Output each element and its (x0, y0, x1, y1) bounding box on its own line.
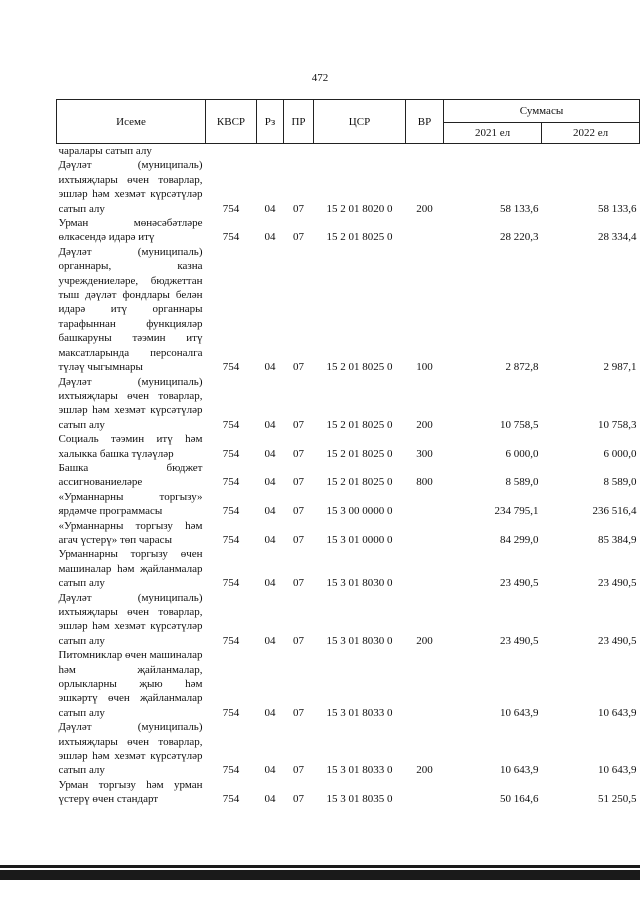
cell-pr: 07 (293, 418, 304, 431)
cell-name: Питомниклар өчен машиналар һәм җайланмалар, орлыкларны җыю һәм эшкәртү өчен җайланмалар сатып алу (58, 649, 203, 719)
cell-pr: 07 (293, 793, 304, 806)
cell-vr: 200 (416, 634, 433, 647)
cell-kvsr: 754 (222, 764, 240, 777)
cell-2021: 23 490,5 (500, 634, 539, 647)
cell-vr: 200 (416, 764, 433, 777)
table-row (57, 375, 640, 433)
cell-kvsr: 754 (222, 202, 240, 215)
cell-2022: 10 643,9 (598, 706, 637, 719)
table-row (57, 432, 640, 461)
cell-2021: 234 795,1 (494, 505, 539, 518)
cell-2021: 84 299,0 (500, 533, 539, 546)
cell-rz: 04 (264, 418, 276, 431)
cell-pr: 07 (293, 706, 304, 719)
cell-csr: 15 2 01 8025 0 (326, 447, 393, 460)
cell-vr (406, 490, 444, 519)
header-sums: Суммасы (444, 100, 640, 123)
table-row (57, 158, 640, 216)
cell-2021 (444, 144, 542, 159)
cell-name: «Урманнарны торгызу һәм агач үстерү» төп чарасы (58, 519, 203, 546)
cell-rz: 04 (264, 505, 276, 518)
cell-2021: 10 643,9 (500, 764, 539, 777)
cell-vr: 200 (416, 202, 433, 215)
cell-csr: 15 2 01 8025 0 (326, 476, 393, 489)
table-row (57, 144, 640, 159)
cell-vr: 800 (416, 476, 433, 489)
table-row (57, 490, 640, 519)
cell-name: Дәүләт (муниципаль) ихтыяҗлары өчен товарлар, эшләр һәм хезмәт күрсәтүләр сатып алу (58, 721, 203, 777)
cell-kvsr: 754 (222, 577, 240, 590)
cell-vr: 300 (416, 447, 433, 460)
cell-2021: 10 643,9 (500, 706, 539, 719)
cell-kvsr: 754 (222, 706, 240, 719)
cell-rz: 04 (264, 447, 276, 460)
cell-csr: 15 3 01 0000 0 (326, 533, 393, 546)
table-row (57, 720, 640, 778)
cell-pr: 07 (293, 476, 304, 489)
bottom-border-line (0, 868, 640, 870)
cell-pr: 07 (293, 361, 304, 374)
cell-csr: 15 3 01 8033 0 (326, 764, 393, 777)
budget-table (56, 99, 640, 807)
cell-2021: 2 872,8 (505, 361, 539, 374)
cell-2022: 58 133,6 (598, 202, 637, 215)
cell-2021: 28 220,3 (500, 231, 539, 244)
cell-rz: 04 (264, 764, 276, 777)
table-row (57, 547, 640, 590)
table-row (57, 519, 640, 548)
cell-name: «Урманнарны торгызу» ярдәмче программасы (58, 490, 203, 518)
cell-rz: 04 (264, 361, 276, 374)
cell-rz: 04 (264, 533, 276, 546)
cell-2022: 85 384,9 (598, 533, 637, 546)
cell-pr: 07 (293, 505, 304, 518)
cell-2022: 10 758,3 (598, 418, 637, 431)
cell-2021: 23 490,5 (500, 577, 539, 590)
cell-vr (406, 778, 444, 807)
cell-kvsr: 754 (222, 231, 240, 244)
cell-vr (406, 144, 444, 159)
header-pr: ПР (284, 100, 314, 144)
cell-pr: 07 (293, 764, 304, 777)
cell-name: Дәүләт (муниципаль) ихтыяҗлары өчен товарлар, эшләр һәм хезмәт күрсәтүләр сатып алу (58, 159, 203, 215)
cell-name: Дәүләт (муниципаль) ихтыяҗлары өчен товарлар, эшләр һәм хезмәт күрсәтүләр сатып алу (58, 591, 203, 647)
cell-name: Дәүләт (муниципаль) органнары, казна учреждениеләре, бюджеттан тыш дәүләт фондлары белән идарә итү органнары тарафыннан функцияләр башкаруны тәэмин итү максатларында персоналга түләү чыгымнары (58, 245, 203, 374)
header-rz: Рз (257, 100, 284, 144)
header-year-2021: 2021 ел (444, 123, 542, 144)
cell-rz: 04 (264, 634, 276, 647)
cell-pr: 07 (293, 634, 304, 647)
header-kvsr: КВСР (206, 100, 257, 144)
cell-2021: 58 133,6 (500, 202, 539, 215)
cell-2022: 6 000,0 (603, 447, 637, 460)
cell-name: Башка бюджет ассигнованиеләре (58, 461, 203, 489)
table-row (57, 461, 640, 490)
cell-kvsr: 754 (222, 533, 240, 546)
cell-rz: 04 (264, 793, 276, 806)
header-year-2022: 2022 ел (542, 123, 640, 144)
cell-kvsr: 754 (222, 505, 240, 518)
cell-csr: 15 2 01 8025 0 (326, 361, 393, 374)
cell-rz (257, 144, 284, 159)
cell-vr (406, 519, 444, 548)
cell-2022: 10 643,9 (598, 764, 637, 777)
cell-2022: 23 490,5 (598, 634, 637, 647)
cell-rz: 04 (264, 231, 276, 244)
cell-pr: 07 (293, 231, 304, 244)
cell-2021: 6 000,0 (505, 447, 539, 460)
cell-2022: 8 589,0 (603, 476, 637, 489)
cell-2021: 50 164,6 (500, 793, 539, 806)
cell-kvsr: 754 (222, 634, 240, 647)
cell-2022: 2 987,1 (603, 361, 637, 374)
cell-vr: 200 (416, 418, 433, 431)
cell-2021: 10 758,5 (500, 418, 539, 431)
cell-csr: 15 3 01 8030 0 (326, 577, 393, 590)
cell-kvsr (206, 144, 257, 159)
table-row (57, 216, 640, 245)
cell-2022: 236 516,4 (592, 505, 637, 518)
table-row (57, 648, 640, 720)
cell-rz: 04 (264, 706, 276, 719)
cell-name: Урман торгызу һәм урман үстерү өчен стандарт (58, 778, 203, 806)
cell-csr: 15 3 01 8030 0 (326, 634, 393, 647)
cell-2021: 8 589,0 (505, 476, 539, 489)
cell-pr: 07 (293, 533, 304, 546)
cell-kvsr: 754 (222, 361, 240, 374)
cell-2022 (542, 144, 640, 159)
table-row (57, 778, 640, 807)
cell-vr: 100 (416, 361, 433, 374)
cell-kvsr: 754 (222, 476, 240, 489)
cell-vr (406, 547, 444, 590)
cell-csr: 15 3 01 8033 0 (326, 706, 393, 719)
table-row (57, 245, 640, 375)
cell-kvsr: 754 (222, 418, 240, 431)
cell-csr: 15 2 01 8025 0 (326, 418, 393, 431)
table-row (57, 591, 640, 649)
cell-pr: 07 (293, 202, 304, 215)
cell-2022: 23 490,5 (598, 577, 637, 590)
cell-pr (284, 144, 314, 159)
cell-csr: 15 2 01 8025 0 (326, 231, 393, 244)
cell-name: Урман мөнәсәбәтләре өлкәсендә идарә итү (58, 217, 203, 244)
header-csr: ЦСР (314, 100, 406, 144)
cell-csr: 15 3 00 0000 0 (326, 505, 393, 518)
cell-vr (406, 216, 444, 245)
cell-2022: 51 250,5 (598, 793, 637, 806)
cell-name: Дәүләт (муниципаль) ихтыяҗлары өчен товарлар, эшләр һәм хезмәт күрсәтүләр сатып алу (58, 375, 203, 431)
cell-csr: 15 3 01 8035 0 (326, 793, 393, 806)
header-name: Исеме (57, 100, 206, 144)
cell-kvsr: 754 (222, 447, 240, 460)
page-number: 472 (311, 72, 329, 84)
header-vr: ВР (406, 100, 444, 144)
cell-csr: 15 2 01 8020 0 (326, 202, 393, 215)
cell-rz: 04 (264, 202, 276, 215)
cell-vr (406, 648, 444, 720)
cell-rz: 04 (264, 476, 276, 489)
cell-pr: 07 (293, 447, 304, 460)
cell-csr (314, 144, 406, 159)
cell-name: Урманнарны торгызу өчен машиналар һәм җайланмалар сатып алу (58, 548, 203, 590)
cell-name: Социаль тәэмин итү һәм халыкка башка түләүләр (58, 433, 203, 460)
cell-name: чаралары сатып алу (58, 145, 152, 157)
cell-rz: 04 (264, 577, 276, 590)
cell-pr: 07 (293, 577, 304, 590)
cell-2022: 28 334,4 (598, 231, 637, 244)
cell-kvsr: 754 (222, 793, 240, 806)
